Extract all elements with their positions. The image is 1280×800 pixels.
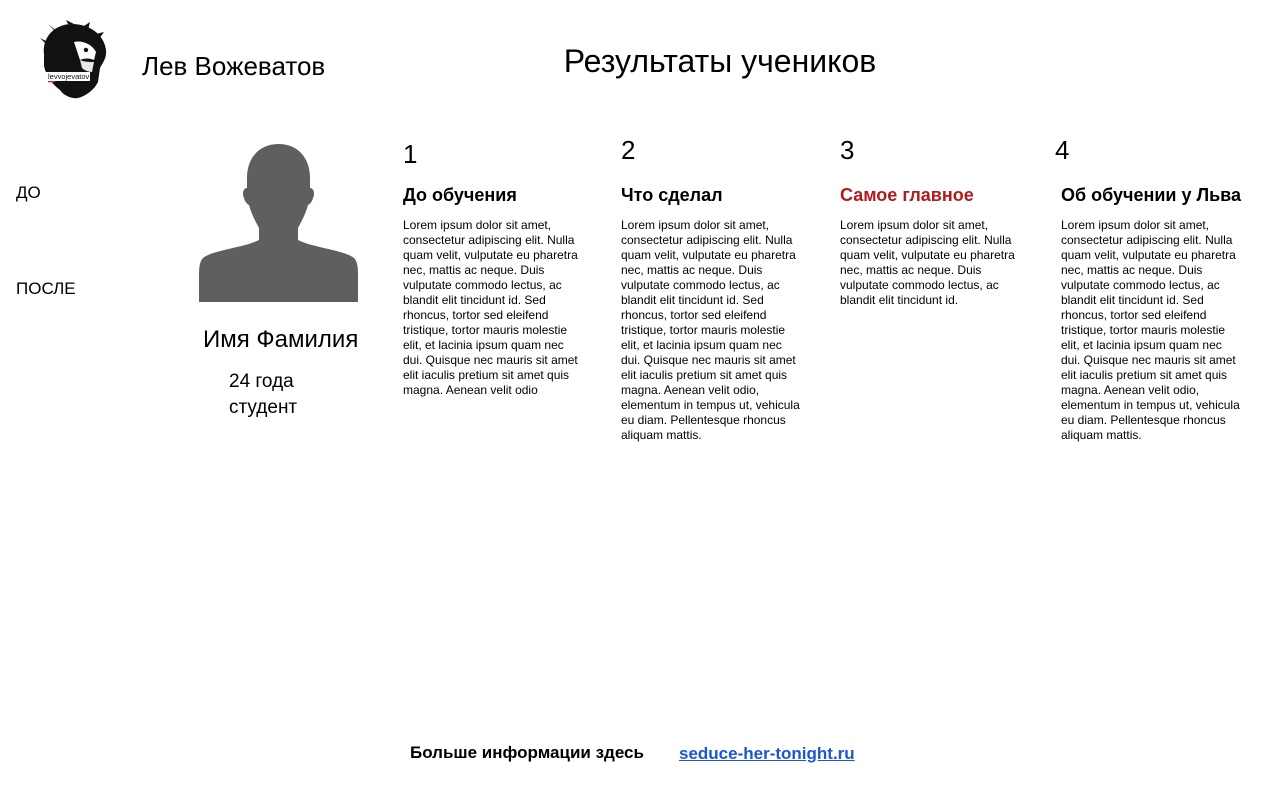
brand-logo[interactable]	[34, 20, 110, 100]
column-1-number: 1	[403, 139, 418, 169]
column-3-text: Lorem ipsum dolor sit amet, consectetur adipiscing elit. Nulla quam velit, vulputate eu pharetra nec, mattis ac neque. Duis vulputate commodo lectus, ac blandit elit tincidunt id.	[840, 218, 1015, 307]
column-1-heading: До обучения	[403, 185, 517, 205]
student-age: 24 года	[229, 371, 294, 392]
page-title: Результаты учеников	[563, 43, 877, 79]
column-2-number: 2	[621, 135, 636, 165]
student-name: Имя Фамилия	[203, 326, 359, 353]
student-avatar	[199, 142, 358, 302]
column-4-number: 4	[1055, 135, 1070, 165]
footer-website-link[interactable]: seduce-her-tonight.ru	[679, 744, 855, 763]
column-4-text: Lorem ipsum dolor sit amet, consectetur adipiscing elit. Nulla quam velit, vulputate eu pharetra nec, mattis ac neque. Duis vulputate commodo lectus, ac blandit elit tincidunt id. Sed rhoncus, tortor sed eleifend tristique, tortor mauris molestie elit, et lacinia ipsum quam nec dui. Quisque nec mauris sit amet elit iaculis pretium sit amet quis magna. Aenean velit odio, elementum in tempus ut, vehicula eu diam. Pellentesque rhoncus aliquam mattis.	[1061, 218, 1240, 442]
footer-info-label: Больше информации здесь	[410, 743, 644, 762]
column-1-text: Lorem ipsum dolor sit amet, consectetur adipiscing elit. Nulla quam velit, vulputate eu pharetra nec, mattis ac neque. Duis vulputate commodo lectus, ac blandit elit tincidunt id. Sed rhoncus, tortor sed eleifend tristique, tortor mauris molestie elit, et lacinia ipsum quam nec dui. Quisque nec mauris sit amet elit iaculis pretium sit amet quis magna. Aenean velit odio	[403, 218, 578, 397]
column-4-heading: Об обучении у Льва	[1061, 185, 1242, 205]
column-2-text: Lorem ipsum dolor sit amet, consectetur adipiscing elit. Nulla quam velit, vulputate eu pharetra nec, mattis ac neque. Duis vulputate commodo lectus, ac blandit elit tincidunt id. Sed rhoncus, tortor sed eleifend tristique, tortor mauris molestie elit, et lacinia ipsum quam nec dui. Quisque nec mauris sit amet elit iaculis pretium sit amet quis magna. Aenean velit odio, elementum in tempus ut, vehicula eu diam. Pellentesque rhoncus aliquam mattis.	[621, 218, 800, 442]
column-2-heading: Что сделал	[621, 185, 723, 205]
user-silhouette-icon	[199, 142, 358, 302]
nav-before-tab[interactable]: ДО	[16, 183, 41, 202]
column-3-number: 3	[840, 135, 855, 165]
column-3-heading: Самое главное	[840, 185, 974, 205]
lion-head-logo-icon	[34, 20, 110, 100]
brand-name: Лев Вожеватов	[142, 51, 326, 81]
student-role: студент	[229, 397, 298, 418]
logo-text: levvojevatov	[48, 72, 90, 81]
nav-after-tab[interactable]: ПОСЛЕ	[16, 279, 76, 298]
